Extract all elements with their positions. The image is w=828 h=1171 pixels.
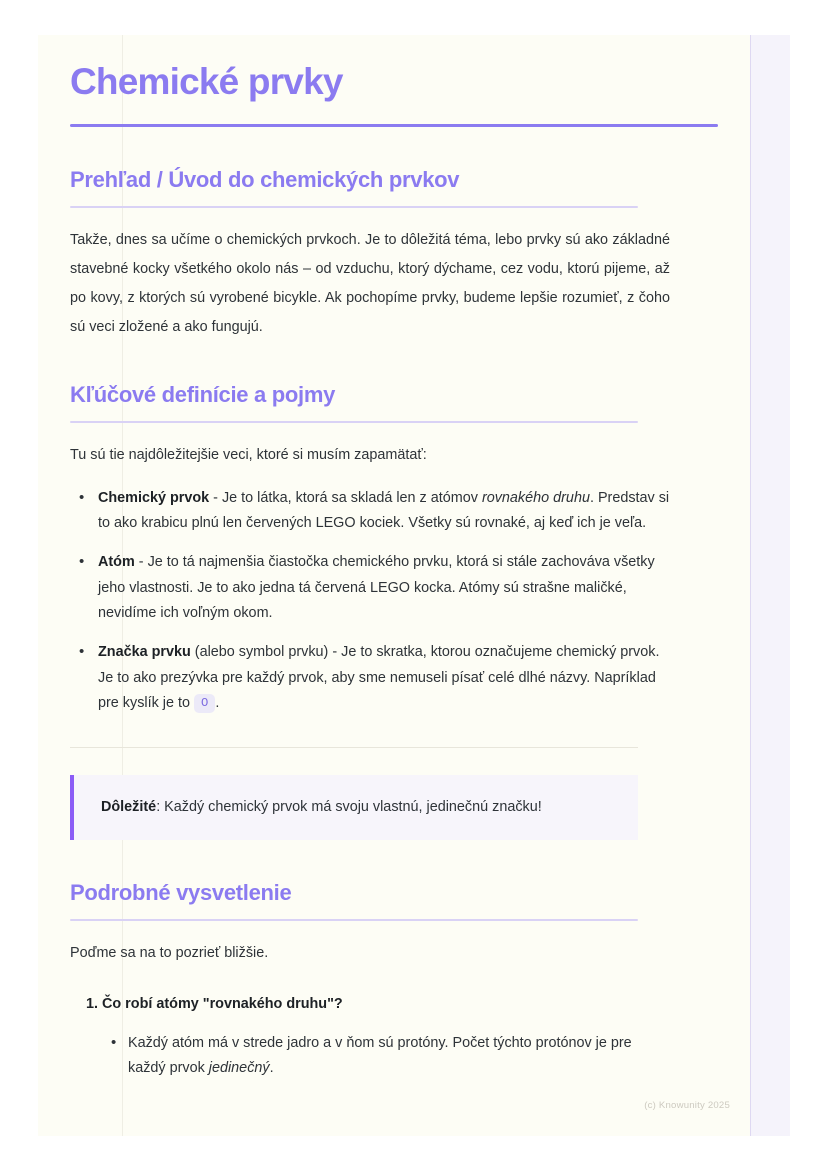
- title-underline: [70, 124, 718, 127]
- definitions-list: [70, 486, 670, 717]
- term-text-2: .: [215, 695, 220, 712]
- callout-label: Dôležité: [101, 798, 157, 815]
- document-sheet: [38, 35, 790, 1136]
- callout-text: : Každý chemický prvok má svoju vlastnú, jedinečnú značku!: [156, 798, 542, 815]
- copyright-watermark: (c) Knowunity 2025: [644, 1100, 730, 1111]
- section-underline-overview: [70, 206, 638, 208]
- section-heading-explanation: Podrobné vysvetlenie: [70, 879, 292, 905]
- term-label: Atóm: [98, 554, 135, 571]
- term-text-1: (alebo symbol prvku) - Je to skratka, ktorou označujeme chemický prvok. Je to ako prezývka pre každý prvok, aby sme nemuseli písať celé dlhé názvy. Napríklad pre kyslík je to: [98, 643, 660, 712]
- section-divider: [70, 747, 638, 748]
- sub-text-1: Každý atóm má v strede jadro a v ňom sú protóny. Počet týchto protónov je pre každý prvok: [128, 1034, 632, 1077]
- term-text-1: - Je to látka, ktorá sa skladá len z atómov: [209, 489, 482, 506]
- section-underline-explanation: [70, 919, 638, 921]
- important-callout: [70, 775, 638, 840]
- list-item: [96, 550, 670, 627]
- list-item: [102, 992, 670, 1082]
- list-item: [96, 486, 670, 537]
- explanation-intro: Poďme sa na to pozrieť bližšie.: [70, 945, 269, 962]
- document-page: [38, 35, 750, 1136]
- section-heading-overview: Prehľad / Úvod do chemických prvkov: [70, 166, 460, 192]
- element-symbol-chip: O: [194, 694, 215, 713]
- term-label: Chemický prvok: [98, 489, 210, 506]
- list-item: [128, 1031, 670, 1082]
- document-content: [70, 61, 670, 1088]
- sub-text-2: .: [269, 1060, 274, 1077]
- explanation-sub-list: [102, 1031, 670, 1082]
- section-heading-definitions: Kľúčové definície a pojmy: [70, 381, 336, 407]
- term-text-2: . Predstav si to ako krabicu plnú len červených LEGO kociek. Všetky sú rovnaké, aj keď ich je veľa.: [98, 489, 670, 532]
- numbered-item-title: Čo robí atómy "rovnakého druhu"?: [102, 996, 343, 1013]
- term-text-1: - Je to tá najmenšia čiastočka chemického prvku, ktorá si stále zachováva všetky jeho vlastnosti. Je to ako jedna tá červená LEGO kocka. Atómy sú strašne maličké, nevidíme ich voľným okom.: [98, 554, 655, 622]
- page-title: Chemické prvky: [70, 61, 343, 102]
- term-emphasis: rovnakého druhu: [481, 489, 590, 506]
- overview-paragraph: Takže, dnes sa učíme o chemických prvkoch. Je to dôležitá téma, lebo prvky sú ako základné stavebné kocky všetkého okolo nás – od vzduchu, ktorý dýchame, cez vodu, ktorú pijeme, až po kovy, z ktorých sú vyrobené bicykle. Ak pochopíme prvky, budeme lepšie rozumieť, z čoho sú veci zložené a ako fungujú.: [70, 232, 670, 335]
- term-label: Značka prvku: [98, 643, 191, 660]
- explanation-numbered-list: [70, 992, 670, 1082]
- page-side-strip: [748, 35, 790, 1136]
- section-underline-definitions: [70, 421, 638, 423]
- list-item: [96, 640, 670, 717]
- definitions-intro: Tu sú tie najdôležitejšie veci, ktoré si musím zapamätať:: [70, 446, 427, 463]
- sub-emphasis: jedinečný: [208, 1060, 270, 1077]
